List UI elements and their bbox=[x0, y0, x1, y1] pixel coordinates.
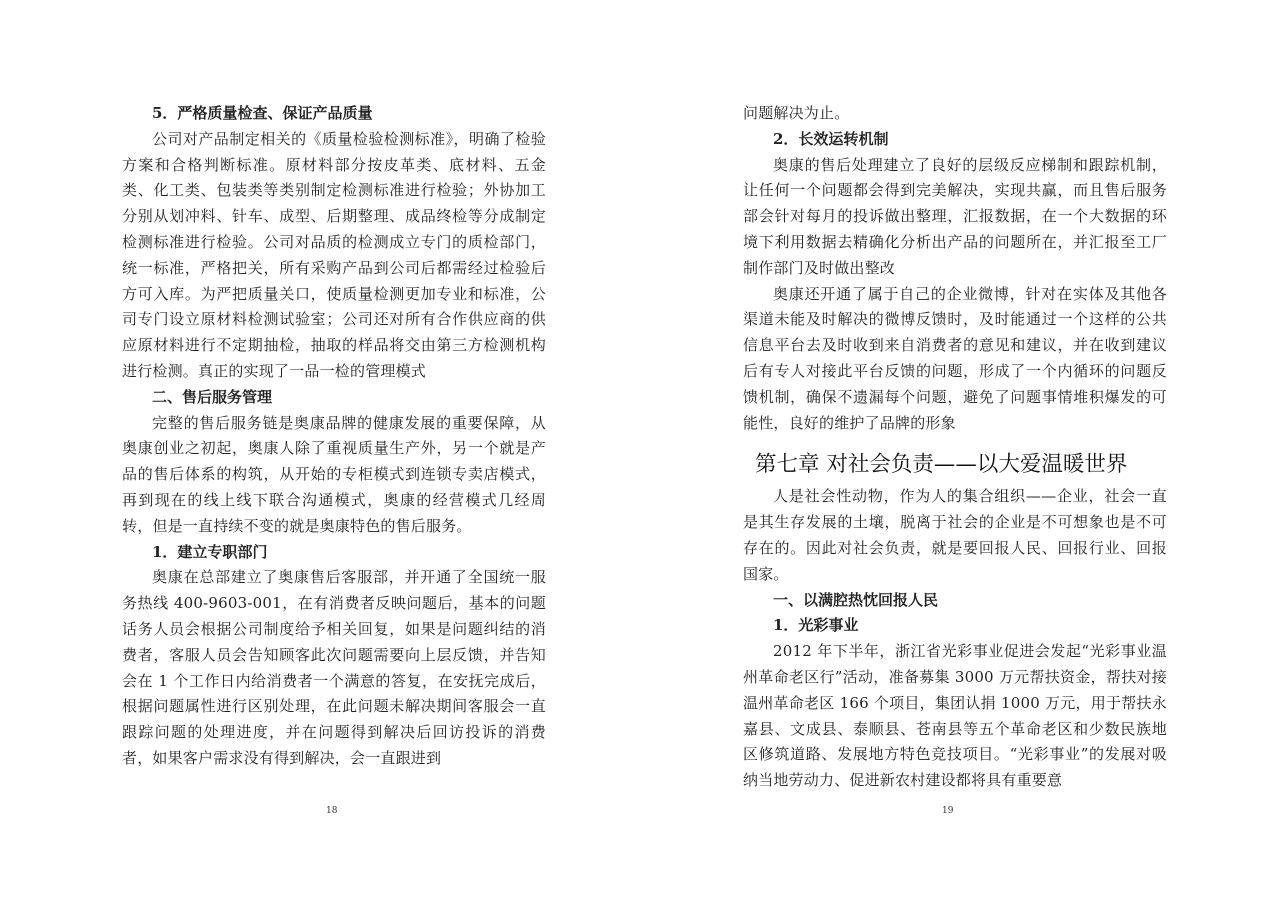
section-heading-quality-inspection: 5．严格质量检查、保证产品质量 bbox=[152, 104, 373, 122]
page-number-right: 19 bbox=[942, 806, 954, 816]
page-number-left: 18 bbox=[326, 806, 338, 816]
subsection-heading-guangcai: 1．光彩事业 bbox=[773, 616, 859, 635]
paragraph-guangcai-project: 2012 年下半年，浙江省光彩事业促进会发起“光彩事业温州革命老区行”活动，准备募集 3000 万元帮扶资金，帮扶对接温州革命老区 166 个项目，集团认捐 1000 万元，用于帮扶永嘉县、文成县、泰顺县、苍南县等五个革命老区和少数民族地区修筑道路、发展地方特色竞技项目。“光彩事业”的发展对吸纳当地劳动力、促进新农村建设都将具有重要意 bbox=[743, 642, 1167, 790]
section-heading-repay-people: 一、以满腔热忱回报人民 bbox=[773, 590, 939, 609]
paragraph-feedback-mechanism: 奥康的售后处理建立了良好的层级反应梯制和跟踪机制，让任何一个问题都会得到完美解决，实现共赢，而且售后服务部会针对每月的投诉做出整理，汇报数据，在一个大数据的环境下利用数据去精确化分析出产品的问题所在，并汇报至工厂制作部门及时做出整改 bbox=[743, 155, 1167, 277]
paragraph-social-responsibility: 人是社会性动物，作为人的集合组织——企业，社会一直是其生存发展的土壤，脱离于社会的企业是不可想象也是不可存在的。因此对社会负责，就是要回报人民、回报行业、回报国家。 bbox=[743, 487, 1167, 583]
right-text-column bbox=[743, 101, 1167, 794]
paragraph-weibo-channel: 奥康还开通了属于自己的企业微博，针对在实体及其他各渠道未能及时解决的微博反馈时，及时能通过一个这样的公共信息平台去及时收到来自消费者的意见和建议，并在收到建议后有专人对接此平台反馈的问题，形成了一个内循环的问题反馈机制，确保不遗漏每个问题，避免了问题事情堆积爆发的可能性，良好的维护了品牌的形象 bbox=[743, 284, 1167, 432]
paragraph-customer-service-dept: 奥康在总部建立了奥康售后客服部，并开通了全国统一服务热线 400-9603-001，在有消费者反映问题后，基本的问题话务人员会根据公司制度给予相关回复，如果是问题纠结的消费者，客服人员会告知顾客此次问题需要向上层反馈，并告知会在 1 个工作日内给消费者一个满意的答复，在安抚完成后，根据问题属性进行区别处理，在此问题未解决期间客服会一直跟踪问题的处理进度，并在问题得到解决后回访投诉的消费者，如果客户需求没有得到解决，会一直跟进到 bbox=[122, 568, 546, 767]
right-page bbox=[640, 0, 1280, 905]
subsection-heading-long-term-mechanism: 2．长效运转机制 bbox=[773, 129, 889, 148]
paragraph-quality-standards: 公司对产品制定相关的《质量检验检测标准》，明确了检验方案和合格判断标准。原材料部分按皮革类、底材料、五金类、化工类、包装类等类别制定检测标准进行检验；外协加工分别从划冲料、针车、成型、后期整理、成品终检等分成制定检测标准进行检验。公司对品质的检测成立专门的质检部门，统一标准，严格把关，所有采购产品到公司后都需经过检验后方可入库。为严把质量关口，使质量检测更加专业和标准，公司专门设立原材料检测试验室；公司还对所有合作供应商的供应原材料进行不定期抽检，抽取的样品将交由第三方检测机构进行检测。真正的实现了一品一检的管理模式 bbox=[122, 129, 546, 380]
left-text-column bbox=[122, 101, 546, 772]
section-heading-after-sales: 二、售后服务管理 bbox=[152, 387, 273, 406]
paragraph-continuation: 问题解决为止。 bbox=[743, 104, 850, 122]
chapter-title: 第七章 对社会负责——以大爱温暖世界 bbox=[755, 452, 1128, 478]
subsection-heading-dedicated-department: 1．建立专职部门 bbox=[152, 542, 268, 561]
paragraph-after-sales-intro: 完整的售后服务链是奥康品牌的健康发展的重要保障，从奥康创业之初起，奥康人除了重视质量生产外，另一个就是产品的售后体系的构筑，从开始的专柜模式到连锁专卖店模式，再到现在的线上线下联合沟通模式，奥康的经营模式几经周转，但是一直持续不变的就是奥康特色的售后服务。 bbox=[122, 413, 546, 535]
